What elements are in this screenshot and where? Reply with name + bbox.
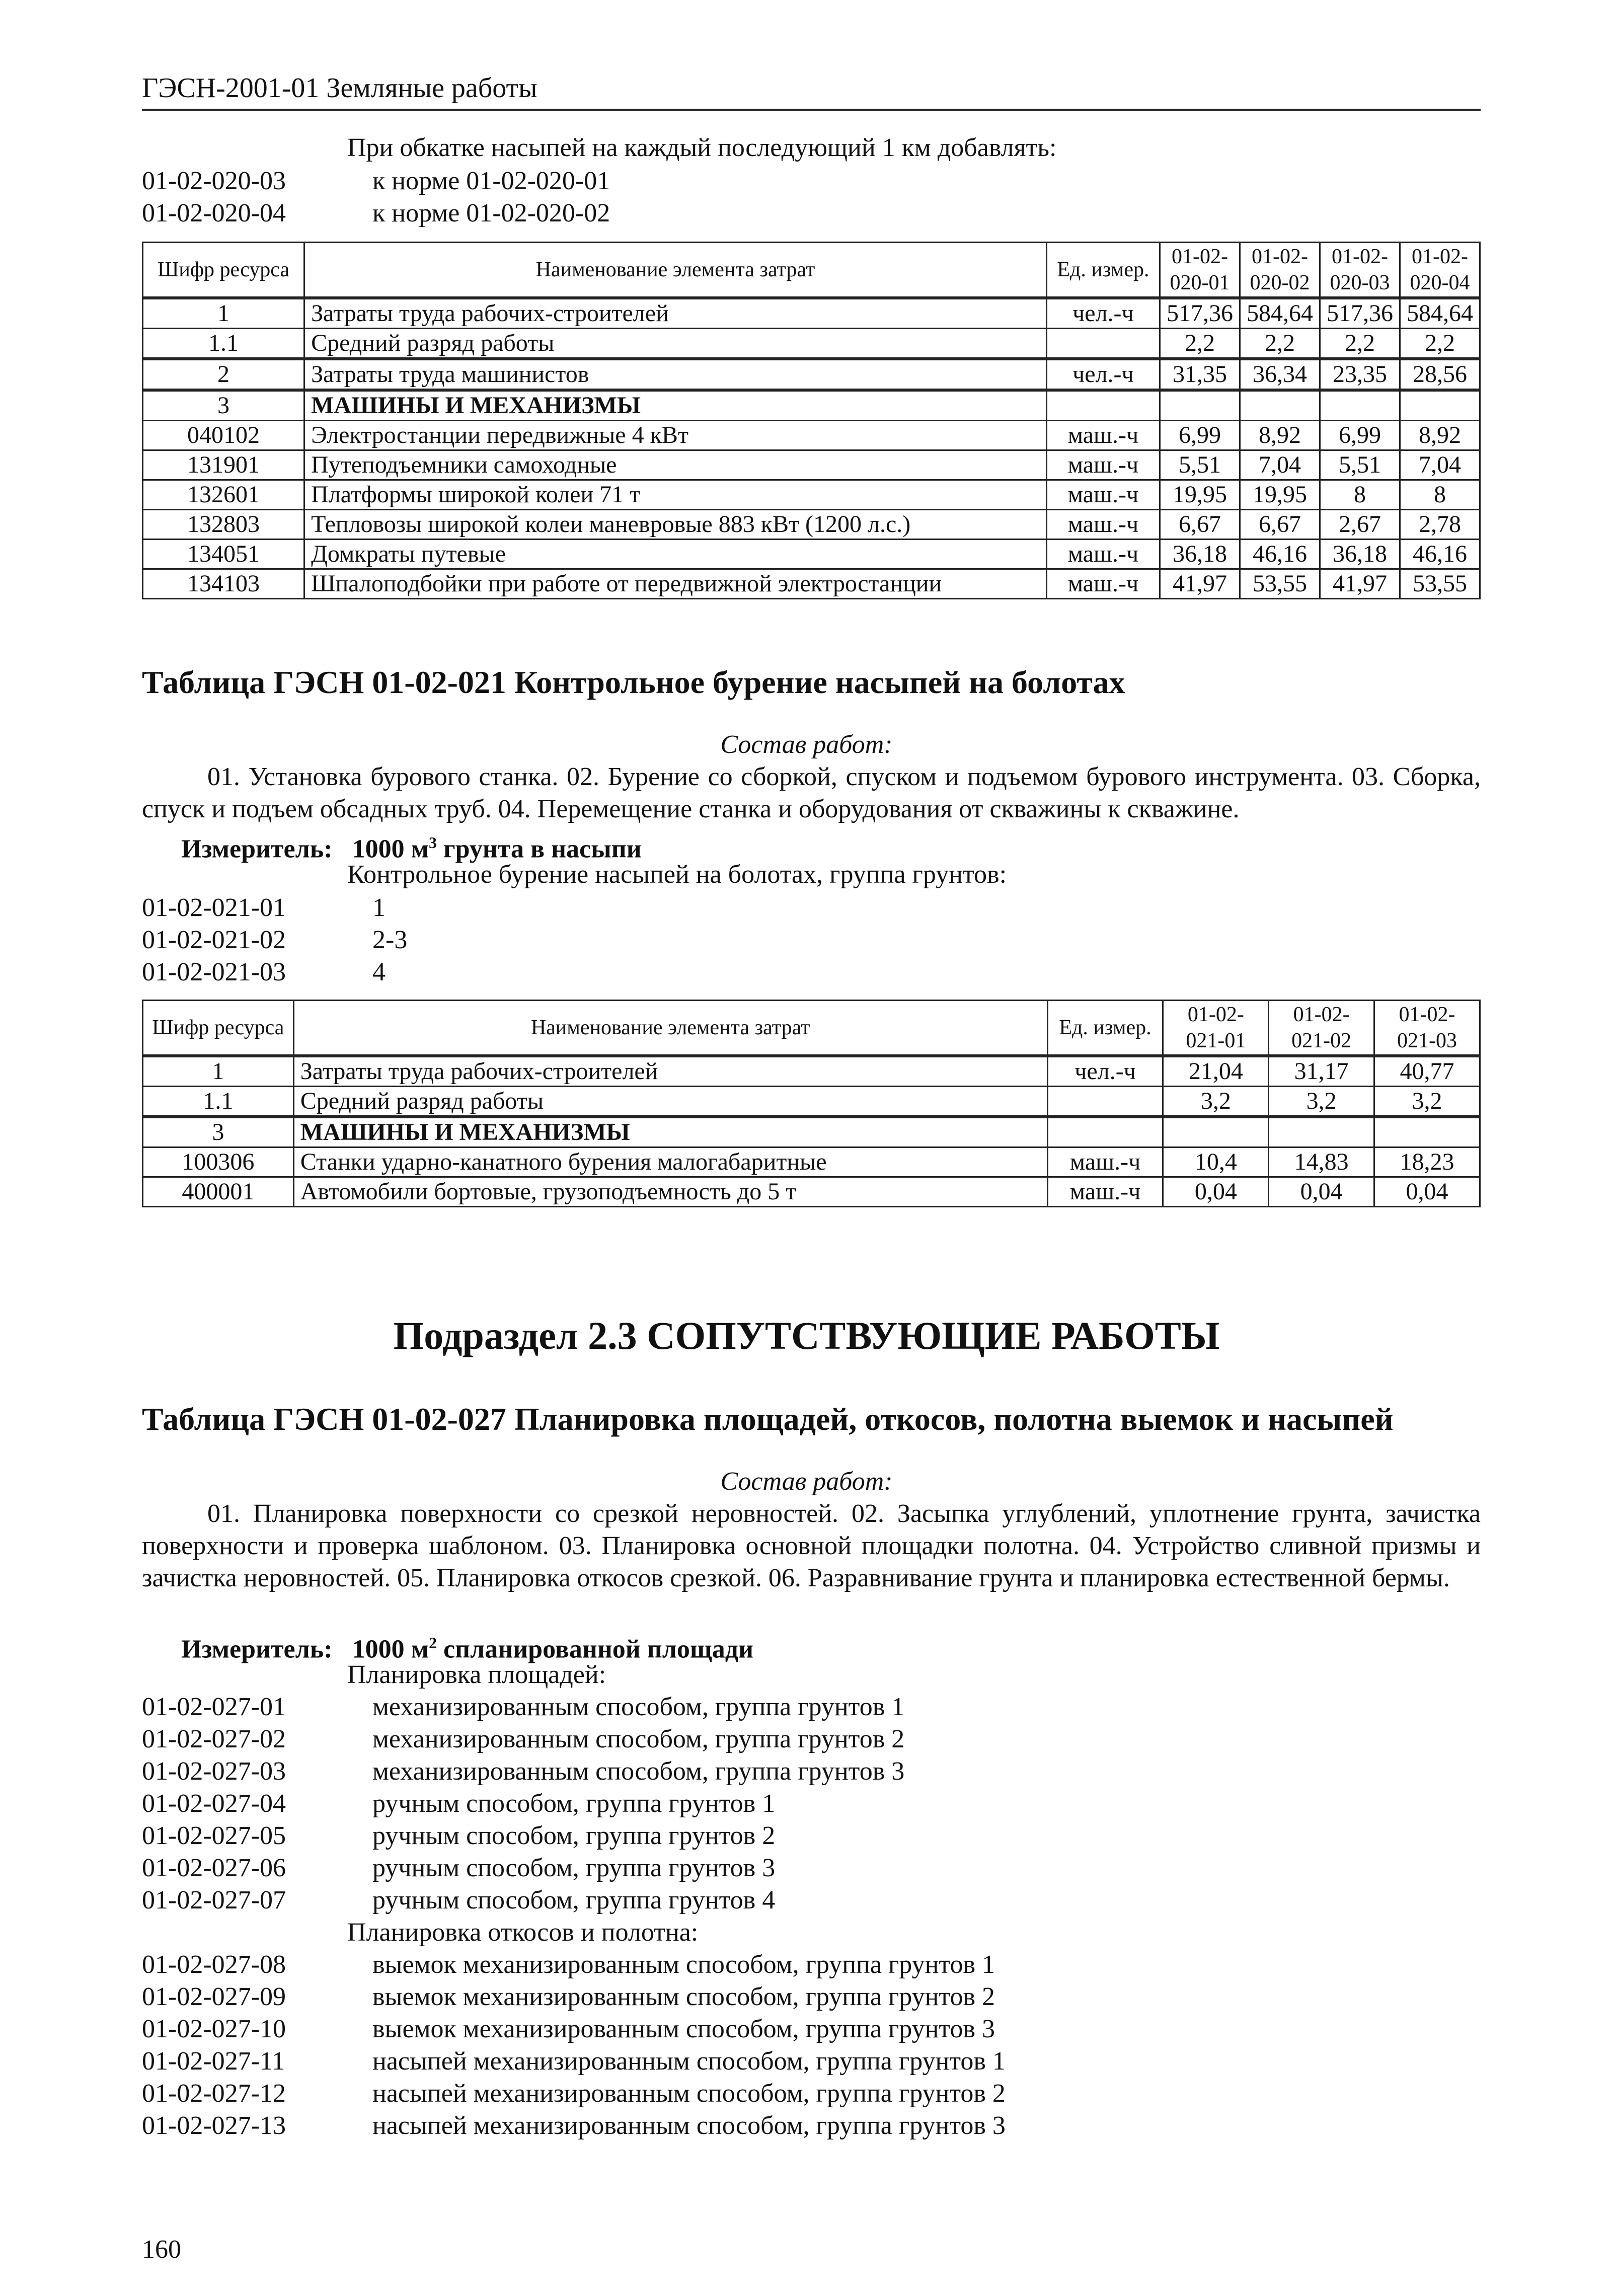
table-row bbox=[143, 359, 1480, 390]
cell-value: 46,16 bbox=[1240, 539, 1320, 569]
resource-name: Средний разряд работы bbox=[304, 328, 1047, 359]
col-header: Наименование элемента затрат bbox=[293, 1001, 1047, 1056]
cell-value: 7,04 bbox=[1240, 450, 1320, 480]
resource-unit: маш.-ч bbox=[1046, 480, 1160, 509]
cell-value: 53,55 bbox=[1400, 569, 1480, 598]
norm-text: к норме 01-02-020-01 bbox=[372, 167, 610, 195]
page-number: 160 bbox=[142, 2235, 181, 2264]
table-row bbox=[143, 420, 1480, 450]
col-header: 01-02-020-04 bbox=[1400, 243, 1480, 298]
table-title-027: Таблица ГЭСН 01-02-027 Планировка площадей, откосов, полотна выемок и насыпей bbox=[142, 1401, 1394, 1437]
cell-value: 2,2 bbox=[1400, 328, 1480, 359]
cell-value: 36,18 bbox=[1320, 539, 1400, 569]
col-header: 01-02-021-02 bbox=[1269, 1001, 1374, 1056]
cell-value: 8,92 bbox=[1400, 420, 1480, 450]
resource-name: Платформы широкой колеи 71 т bbox=[304, 480, 1047, 509]
norm-code: 01-02-021-03 bbox=[142, 958, 286, 986]
resource-code: 2 bbox=[143, 359, 304, 390]
norm-text: 4 bbox=[372, 958, 386, 986]
norm-text: механизированным способом, группа грунтов 2 bbox=[372, 1725, 905, 1753]
group-heading: Планировка откосов и полотна: bbox=[347, 1918, 699, 1947]
cell-value bbox=[1400, 390, 1480, 421]
cell-value: 10,4 bbox=[1163, 1147, 1269, 1177]
measure-sup: 3 bbox=[429, 833, 437, 852]
resource-code: 131901 bbox=[143, 450, 304, 480]
cell-value: 40,77 bbox=[1374, 1056, 1480, 1087]
resource-name: Станки ударно-канатного бурения малогабаритные bbox=[293, 1147, 1047, 1177]
table-row bbox=[143, 1086, 1480, 1117]
resource-name: Путеподъемники самоходные bbox=[304, 450, 1047, 480]
norm-text: 2-3 bbox=[372, 926, 408, 954]
cell-value: 23,35 bbox=[1320, 359, 1400, 390]
work-composition-text: 01. Установка бурового станка. 02. Бурение со сборкой, спуском и подъемом бурового инструмента. 03. Сборка, спуск и подъем обсадных труб. 04. Перемещение станка и оборудования от скважины к скважине. bbox=[142, 762, 1481, 823]
norm-code: 01-02-027-06 bbox=[142, 1854, 286, 1882]
norm-text: к норме 01-02-020-02 bbox=[372, 199, 610, 227]
col-header: Ед. измер. bbox=[1046, 243, 1160, 298]
cell-value: 2,78 bbox=[1400, 509, 1480, 539]
resource-name: МАШИНЫ И МЕХАНИЗМЫ bbox=[304, 390, 1047, 421]
cell-value bbox=[1240, 390, 1320, 421]
cell-value bbox=[1160, 390, 1240, 421]
resource-code: 134051 bbox=[143, 539, 304, 569]
work-composition-text: 01. Планировка поверхности со срезкой неровностей. 02. Засыпка углублений, уплотнение грунта, зачистка поверхности и проверка шаблоном. 03. Планировка основной площадки полотна. 04. Устройство сливной призмы и зачистка неровностей. 05. Планировка откосов срезкой. 06. Разравнивание грунта и планировка естественной бермы. bbox=[142, 1499, 1481, 1592]
table-row bbox=[143, 1177, 1480, 1206]
cell-value: 2,2 bbox=[1160, 328, 1240, 359]
col-header: 01-02-020-01 bbox=[1160, 243, 1240, 298]
measure-label: Измеритель: bbox=[181, 1635, 333, 1664]
norm-code: 01-02-027-13 bbox=[142, 2111, 286, 2140]
cell-value: 36,34 bbox=[1240, 359, 1320, 390]
cell-value: 41,97 bbox=[1320, 569, 1400, 598]
resource-name: Автомобили бортовые, грузоподъемность до 5 т bbox=[293, 1177, 1047, 1206]
table-row bbox=[143, 1117, 1480, 1147]
resource-unit bbox=[1047, 1086, 1163, 1117]
work-composition-label: Состав работ: bbox=[720, 730, 893, 759]
norm-text: механизированным способом, группа грунтов 3 bbox=[372, 1757, 905, 1786]
resource-unit bbox=[1047, 1117, 1163, 1147]
table-row bbox=[143, 298, 1480, 329]
norm-code: 01-02-027-04 bbox=[142, 1789, 286, 1818]
table-row bbox=[143, 328, 1480, 359]
table-row bbox=[143, 450, 1480, 480]
measure-value: 1000 м bbox=[352, 834, 429, 864]
measure-sup: 2 bbox=[429, 1634, 437, 1652]
col-header: Шифр ресурса bbox=[143, 243, 304, 298]
resource-name: Затраты труда машинистов bbox=[304, 359, 1047, 390]
resource-code: 100306 bbox=[143, 1147, 294, 1177]
resource-code: 134103 bbox=[143, 569, 304, 598]
resource-unit: маш.-ч bbox=[1046, 509, 1160, 539]
cell-value: 0,04 bbox=[1269, 1177, 1374, 1206]
cell-value: 2,2 bbox=[1320, 328, 1400, 359]
cell-value: 3,2 bbox=[1163, 1086, 1269, 1117]
norm-code: 01-02-021-01 bbox=[142, 893, 286, 922]
resource-name: Затраты труда рабочих-строителей bbox=[293, 1056, 1047, 1087]
work-composition-label: Состав работ: bbox=[720, 1467, 893, 1496]
resource-code: 400001 bbox=[143, 1177, 294, 1206]
norm-text: насыпей механизированным способом, группа грунтов 3 bbox=[372, 2111, 1006, 2140]
col-header: 01-02-020-03 bbox=[1320, 243, 1400, 298]
resource-name: Шпалоподбойки при работе от передвижной электростанции bbox=[304, 569, 1047, 598]
resource-unit: маш.-ч bbox=[1046, 539, 1160, 569]
cell-value: 0,04 bbox=[1374, 1177, 1480, 1206]
norm-text: выемок механизированным способом, группа грунтов 2 bbox=[372, 1982, 995, 2011]
resource-unit: маш.-ч bbox=[1046, 420, 1160, 450]
col-header: 01-02-021-01 bbox=[1163, 1001, 1269, 1056]
cell-value bbox=[1320, 390, 1400, 421]
col-header: Наименование элемента затрат bbox=[304, 243, 1047, 298]
resource-unit: маш.-ч bbox=[1046, 569, 1160, 598]
cell-value: 584,64 bbox=[1400, 298, 1480, 329]
resource-unit bbox=[1046, 390, 1160, 421]
norm-code: 01-02-020-03 bbox=[142, 167, 286, 195]
resource-name: Электростанции передвижные 4 кВт bbox=[304, 420, 1047, 450]
cell-value: 3,2 bbox=[1374, 1086, 1480, 1117]
norm-text: выемок механизированным способом, группа грунтов 3 bbox=[372, 2015, 995, 2043]
norm-text: механизированным способом, группа грунтов 1 bbox=[372, 1693, 905, 1721]
resource-code: 1 bbox=[143, 1056, 294, 1087]
col-header: Шифр ресурса bbox=[143, 1001, 294, 1056]
cell-value: 8,92 bbox=[1240, 420, 1320, 450]
resource-code: 3 bbox=[143, 1117, 294, 1147]
cell-value: 31,17 bbox=[1269, 1056, 1374, 1087]
resource-code: 1 bbox=[143, 298, 304, 329]
drilling-intro: Контрольное бурение насыпей на болотах, группа грунтов: bbox=[347, 860, 1007, 889]
cell-value bbox=[1163, 1117, 1269, 1147]
norm-text: насыпей механизированным способом, группа грунтов 2 bbox=[372, 2079, 1006, 2108]
col-header: 01-02-021-03 bbox=[1374, 1001, 1480, 1056]
norm-code: 01-02-027-05 bbox=[142, 1821, 286, 1850]
cell-value: 6,99 bbox=[1320, 420, 1400, 450]
norm-code: 01-02-027-08 bbox=[142, 1950, 286, 1979]
resource-table-021 bbox=[142, 1000, 1481, 1207]
norm-code: 01-02-027-09 bbox=[142, 1982, 286, 2011]
table-row bbox=[143, 1056, 1480, 1087]
norm-code: 01-02-027-07 bbox=[142, 1886, 286, 1915]
cell-value: 517,36 bbox=[1160, 298, 1240, 329]
table-row bbox=[143, 480, 1480, 509]
norm-code: 01-02-020-04 bbox=[142, 199, 286, 227]
cell-value bbox=[1374, 1117, 1480, 1147]
norm-code: 01-02-027-02 bbox=[142, 1725, 286, 1753]
resource-table-020 bbox=[142, 242, 1481, 599]
cell-value: 36,18 bbox=[1160, 539, 1240, 569]
cell-value: 19,95 bbox=[1240, 480, 1320, 509]
measure-label: Измеритель: bbox=[181, 834, 333, 864]
cell-value: 19,95 bbox=[1160, 480, 1240, 509]
resource-name: Средний разряд работы bbox=[293, 1086, 1047, 1117]
cell-value: 7,04 bbox=[1400, 450, 1480, 480]
resource-name: МАШИНЫ И МЕХАНИЗМЫ bbox=[293, 1117, 1047, 1147]
norm-code: 01-02-027-01 bbox=[142, 1693, 286, 1721]
resource-code: 040102 bbox=[143, 420, 304, 450]
norm-code: 01-02-027-10 bbox=[142, 2015, 286, 2043]
cell-value: 41,97 bbox=[1160, 569, 1240, 598]
cell-value: 8 bbox=[1400, 480, 1480, 509]
resource-code: 132803 bbox=[143, 509, 304, 539]
cell-value: 2,2 bbox=[1240, 328, 1320, 359]
resource-name: Затраты труда рабочих-строителей bbox=[304, 298, 1047, 329]
resource-name: Домкраты путевые bbox=[304, 539, 1047, 569]
col-header: 01-02-020-02 bbox=[1240, 243, 1320, 298]
cell-value: 31,35 bbox=[1160, 359, 1240, 390]
resource-unit: маш.-ч bbox=[1047, 1177, 1163, 1206]
table-row bbox=[143, 390, 1480, 421]
norm-text: ручным способом, группа грунтов 2 bbox=[372, 1821, 776, 1850]
cell-value: 3,2 bbox=[1269, 1086, 1374, 1117]
norm-text: ручным способом, группа грунтов 3 bbox=[372, 1854, 776, 1882]
resource-unit: маш.-ч bbox=[1046, 450, 1160, 480]
resource-code: 1.1 bbox=[143, 1086, 294, 1117]
cell-value: 6,67 bbox=[1240, 509, 1320, 539]
col-header: Ед. измер. bbox=[1047, 1001, 1163, 1056]
resource-code: 3 bbox=[143, 390, 304, 421]
norm-code: 01-02-027-12 bbox=[142, 2079, 286, 2108]
measure-rest: грунта в насыпи bbox=[437, 834, 642, 864]
cell-value: 6,67 bbox=[1160, 509, 1240, 539]
cell-value: 28,56 bbox=[1400, 359, 1480, 390]
running-header: ГЭСН-2001-01 Земляные работы bbox=[142, 70, 1481, 111]
resource-unit bbox=[1046, 328, 1160, 359]
cell-value: 53,55 bbox=[1240, 569, 1320, 598]
resource-unit: маш.-ч bbox=[1047, 1147, 1163, 1177]
cell-value: 18,23 bbox=[1374, 1147, 1480, 1177]
cell-value: 8 bbox=[1320, 480, 1400, 509]
norm-code: 01-02-027-03 bbox=[142, 1757, 286, 1786]
cell-value: 2,67 bbox=[1320, 509, 1400, 539]
table-row bbox=[143, 509, 1480, 539]
norm-text: ручным способом, группа грунтов 4 bbox=[372, 1886, 776, 1915]
cell-value bbox=[1269, 1117, 1374, 1147]
measure-value: 1000 м bbox=[352, 1635, 429, 1664]
cell-value: 517,36 bbox=[1320, 298, 1400, 329]
measure-rest: спланированной площади bbox=[437, 1635, 754, 1664]
cell-value: 584,64 bbox=[1240, 298, 1320, 329]
resource-name: Тепловозы широкой колеи маневровые 883 кВт (1200 л.с.) bbox=[304, 509, 1047, 539]
group-heading: Планировка площадей: bbox=[347, 1660, 606, 1689]
norm-code: 01-02-021-02 bbox=[142, 926, 286, 954]
cell-value: 6,99 bbox=[1160, 420, 1240, 450]
cell-value: 5,51 bbox=[1160, 450, 1240, 480]
resource-code: 132601 bbox=[143, 480, 304, 509]
norm-text: насыпей механизированным способом, группа грунтов 1 bbox=[372, 2047, 1006, 2076]
cell-value: 21,04 bbox=[1163, 1056, 1269, 1087]
norm-text: 1 bbox=[372, 893, 386, 922]
cell-value: 14,83 bbox=[1269, 1147, 1374, 1177]
subsection-title: Подраздел 2.3 СОПУТСТВУЮЩИЕ РАБОТЫ bbox=[393, 1314, 1220, 1357]
norm-code: 01-02-027-11 bbox=[142, 2047, 285, 2076]
table-title-021: Таблица ГЭСН 01-02-021 Контрольное бурение насыпей на болотах bbox=[142, 664, 1125, 700]
cell-value: 5,51 bbox=[1320, 450, 1400, 480]
resource-unit: чел.-ч bbox=[1047, 1056, 1163, 1087]
table-row bbox=[143, 1147, 1480, 1177]
resource-code: 1.1 bbox=[143, 328, 304, 359]
cell-value: 0,04 bbox=[1163, 1177, 1269, 1206]
norm-text: ручным способом, группа грунтов 1 bbox=[372, 1789, 776, 1818]
table-row bbox=[143, 569, 1480, 598]
resource-unit: чел.-ч bbox=[1046, 359, 1160, 390]
table-row bbox=[143, 539, 1480, 569]
norm-text: выемок механизированным способом, группа грунтов 1 bbox=[372, 1950, 995, 1979]
cell-value: 46,16 bbox=[1400, 539, 1480, 569]
resource-unit: чел.-ч bbox=[1046, 298, 1160, 329]
rolling-intro: При обкатке насыпей на каждый последующий 1 км добавлять: bbox=[347, 133, 1057, 162]
